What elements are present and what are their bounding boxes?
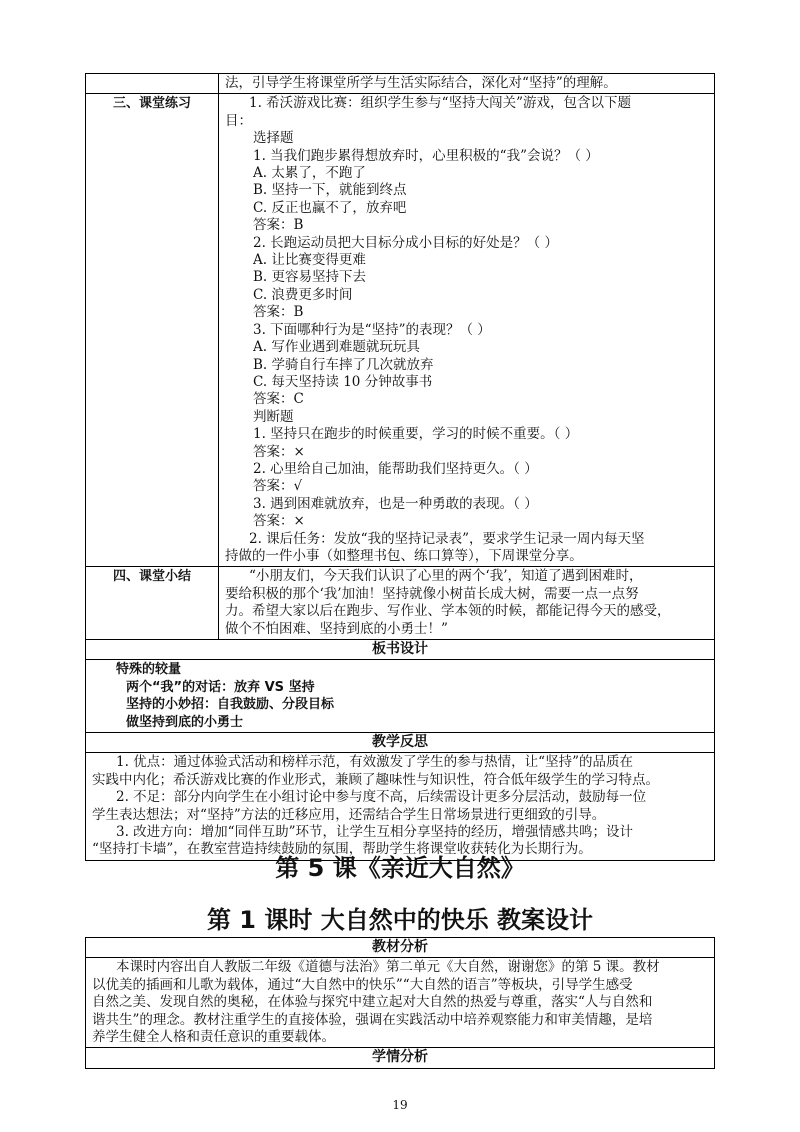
choice-line: A. 写作业遇到难题就玩玩具 (253, 339, 420, 356)
board-line: 做坚持到底的小勇士 (126, 714, 244, 730)
table-row (86, 94, 715, 567)
practice-intro-line: 目： (225, 112, 252, 129)
material-content (86, 958, 715, 1048)
reflection-line: 3. 改进方向：增加“同伴互助”环节，让学生互相分享坚持的经历，增强情感共鸣；设计 (116, 824, 633, 841)
summary-line: “小朋友们，今天我们认识了心里的两个‘我’，知道了遇到困难时， (249, 568, 643, 585)
material-line: 谐共生”的理念。教材注重学生的直接体验，强调在实践活动中培养观察能力和审美情趣，是培 (92, 1011, 653, 1028)
choice-line: B. 学骑自行车摔了几次就放弃 (253, 356, 434, 373)
choice-line: B. 更容易坚持下去 (253, 269, 367, 286)
summary-content (219, 567, 715, 640)
judge-line: 3. 遇到困难就放弃，也是一种勇敢的表现。（ ） (253, 495, 538, 512)
summary-line: 要给积极的那个‘我’加油！坚持就像小树苗长成大树，需要一点一点努 (225, 585, 639, 602)
table-row (86, 733, 715, 753)
choice-line: 2. 长跑运动员把大目标分成小目标的好处是？（ ） (253, 234, 558, 251)
analysis-table (85, 937, 715, 1069)
material-line: 养学生健全人格和责任意识的重要载体。 (92, 1029, 335, 1046)
choice-heading: 选择题 (253, 130, 294, 147)
judge-line: 2. 心里给自己加油，能帮助我们坚持更久。（ ） (253, 460, 538, 477)
board-content (86, 660, 715, 733)
summary-line: 做个不怕困难、坚持到底的小勇士！” (225, 620, 448, 637)
table-row (86, 753, 715, 860)
choice-line: C. 反正也赢不了，放弃吧 (253, 199, 407, 216)
board-heading: 板书设计 (86, 640, 715, 660)
choice-line: 答案：C (253, 391, 304, 408)
judge-line: 答案：× (253, 513, 305, 530)
practice-label: 三、课堂练习 (86, 94, 219, 567)
table-row (86, 1048, 715, 1068)
judge-line: 答案：√ (253, 478, 303, 495)
method-text: 法，引导学生将课堂所学与生活实际结合，深化对“坚持”的理解。 (225, 75, 617, 91)
empty-label-cell (86, 74, 219, 94)
table-row (86, 640, 715, 660)
table-row (86, 938, 715, 958)
material-line: 本课时内容出自人教版二年级《道德与法治》第二单元《大自然，谢谢您》的第 5 课。教材 (116, 959, 660, 976)
summary-line: 力。希望大家以后在跑步、写作业、学本领的时候，都能记得今天的感受， (225, 603, 671, 620)
task-line: 持做的一件小事（如整理书包、练口算等），下周课堂分享。 (225, 547, 583, 564)
reflection-heading: 教学反思 (86, 733, 715, 753)
board-line: 特殊的较量 (116, 662, 182, 678)
choice-line: C. 浪费更多时间 (253, 286, 353, 303)
table-row (86, 567, 715, 640)
reflection-content (86, 753, 715, 860)
board-line: 两个“我”的对话：放弃 VS 坚持 (126, 679, 315, 695)
judge-line: 答案：× (253, 443, 305, 460)
task-line: 2. 课后任务：发放“我的坚持记录表”，要求学生记录一周内每天坚 (249, 530, 645, 547)
material-heading: 教材分析 (86, 938, 715, 958)
reflection-line: 学生表达想法；对“坚持”方法的迁移应用，还需结合学生日常场景进行更细致的引导。 (92, 806, 606, 823)
page-number: 19 (392, 1098, 408, 1112)
learner-heading: 学情分析 (86, 1048, 715, 1068)
lesson-title: 第 5 课《亲近大自然》 (275, 854, 525, 882)
judge-line: 1. 坚持只在跑步的时候重要，学习的时候不重要。（ ） (253, 426, 579, 443)
practice-content (219, 94, 715, 567)
table-row (86, 958, 715, 1048)
choice-line: 答案：B (253, 304, 304, 321)
practice-intro-line: 1. 希沃游戏比赛：组织学生参与“坚持大闯关”游戏，包含以下题 (249, 95, 631, 112)
judge-heading: 判断题 (253, 408, 294, 425)
reflection-line: 实践中内化；希沃游戏比赛的作业形式，兼顾了趣味性与知识性，符合低年级学生的学习特点。 (92, 771, 659, 788)
period-title: 第 1 课时 大自然中的快乐 教案设计 (206, 906, 594, 934)
choice-line: B. 坚持一下，就能到终点 (253, 182, 407, 199)
choice-line: 3. 下面哪种行为是“坚持”的表现？（ ） (253, 321, 491, 338)
choice-line: C. 每天坚持读 10 分钟故事书 (253, 373, 433, 390)
reflection-line: 1. 优点：通过体验式活动和榜样示范，有效激发了学生的参与热情，让“坚持”的品质在 (116, 754, 633, 771)
board-line: 坚持的小妙招：自我鼓励、分段目标 (126, 697, 335, 713)
method-text-cell (219, 74, 715, 94)
choice-line: A. 让比赛变得更难 (253, 252, 366, 269)
choice-line: 1. 当我们跑步累得想放弃时，心里积极的“我”会说？（ ） (253, 147, 599, 164)
reflection-line: 2. 不足：部分内向学生在小组讨论中参与度不高，后续需设计更多分层活动，鼓励每一位 (116, 789, 647, 806)
choice-line: 答案：B (253, 217, 304, 234)
reflection-line: “坚持打卡墙”，在教室营造持续鼓励的氛围，帮助学生将课堂收获转化为长期行为。 (92, 841, 592, 858)
lesson-plan-table (85, 73, 715, 861)
choice-line: A. 太累了，不跑了 (253, 165, 366, 182)
summary-label: 四、课堂小结 (86, 567, 219, 640)
material-line: 自然之美、发现自然的奥秘，在体验与探究中建立起对大自然的热爱与尊重，落实“人与自然和 (92, 994, 653, 1011)
material-line: 以优美的插画和儿歌为载体，通过“大自然中的快乐”“大自然的语言”等板块，引导学生感受 (92, 976, 633, 993)
table-row (86, 74, 715, 94)
table-row (86, 660, 715, 733)
